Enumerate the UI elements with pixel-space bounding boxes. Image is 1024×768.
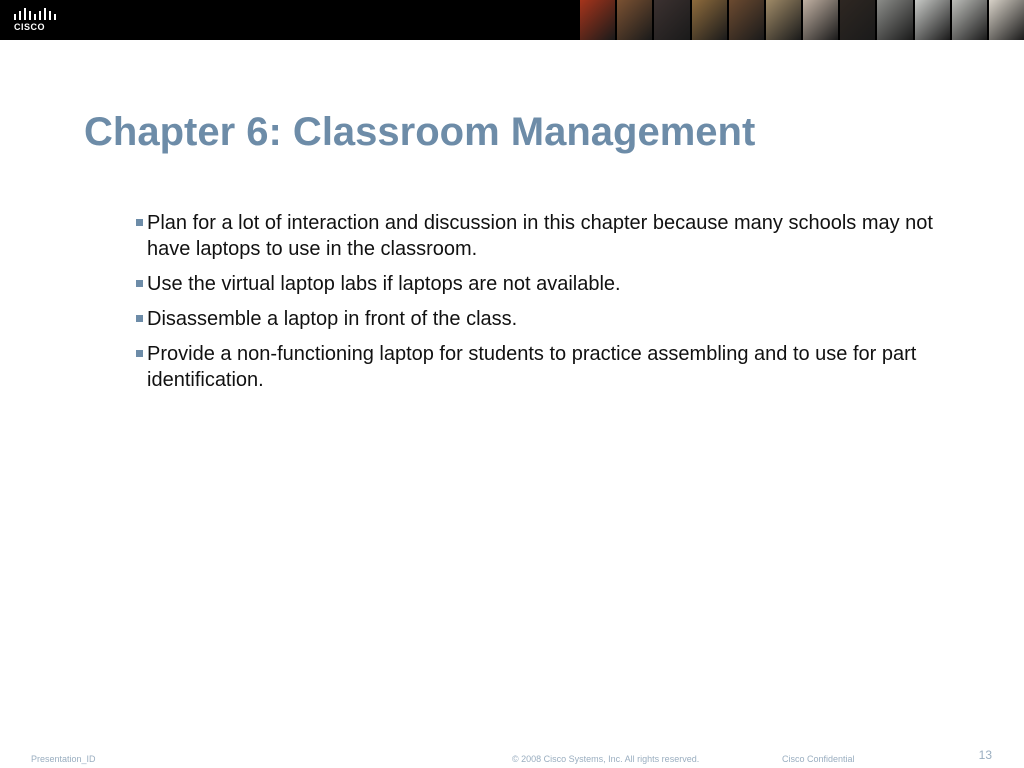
bullet-item: [133, 341, 963, 393]
header-photo-tile: [915, 0, 950, 40]
slide-title: Chapter 6: Classroom Management: [84, 110, 756, 154]
header-photo-tile: [654, 0, 689, 40]
header-photo-tile: [729, 0, 764, 40]
header-photo-tile: [692, 0, 727, 40]
header-photo-tile: [580, 0, 615, 40]
square-bullet-icon: [136, 350, 143, 357]
bullet-list: [133, 210, 963, 402]
header-photo-tile: [840, 0, 875, 40]
bullet-text: Provide a non-functioning laptop for students to practice assembling and to use for part identification.: [147, 343, 917, 391]
bullet-item: [133, 271, 963, 297]
page-number: 13: [978, 748, 992, 762]
bullet-text: Plan for a lot of interaction and discussion in this chapter because many schools may not have laptops to use in the classroom.: [147, 212, 933, 260]
cisco-bars-icon: [12, 8, 56, 20]
footer-presentation-id: Presentation_ID: [31, 754, 96, 764]
header-photo-tile: [803, 0, 838, 40]
bullet-text: Disassemble a laptop in front of the class.: [147, 308, 518, 330]
header-photo-tile: [617, 0, 652, 40]
footer-copyright: © 2008 Cisco Systems, Inc. All rights reserved.: [512, 754, 700, 764]
square-bullet-icon: [136, 315, 143, 322]
header-photo-tile: [989, 0, 1024, 40]
header-photo-tile: [766, 0, 801, 40]
header-bar: [0, 0, 1024, 40]
cisco-logo-text: CISCO: [14, 22, 46, 32]
header-photo-tile: [952, 0, 987, 40]
square-bullet-icon: [136, 280, 143, 287]
bullet-item: [133, 210, 963, 262]
header-photo-strip: [580, 0, 1024, 40]
cisco-logo: [10, 6, 58, 34]
bullet-item: [133, 306, 963, 332]
square-bullet-icon: [136, 219, 143, 226]
footer-confidential: Cisco Confidential: [782, 754, 855, 764]
bullet-text: Use the virtual laptop labs if laptops are not available.: [147, 273, 621, 295]
header-photo-tile: [877, 0, 912, 40]
